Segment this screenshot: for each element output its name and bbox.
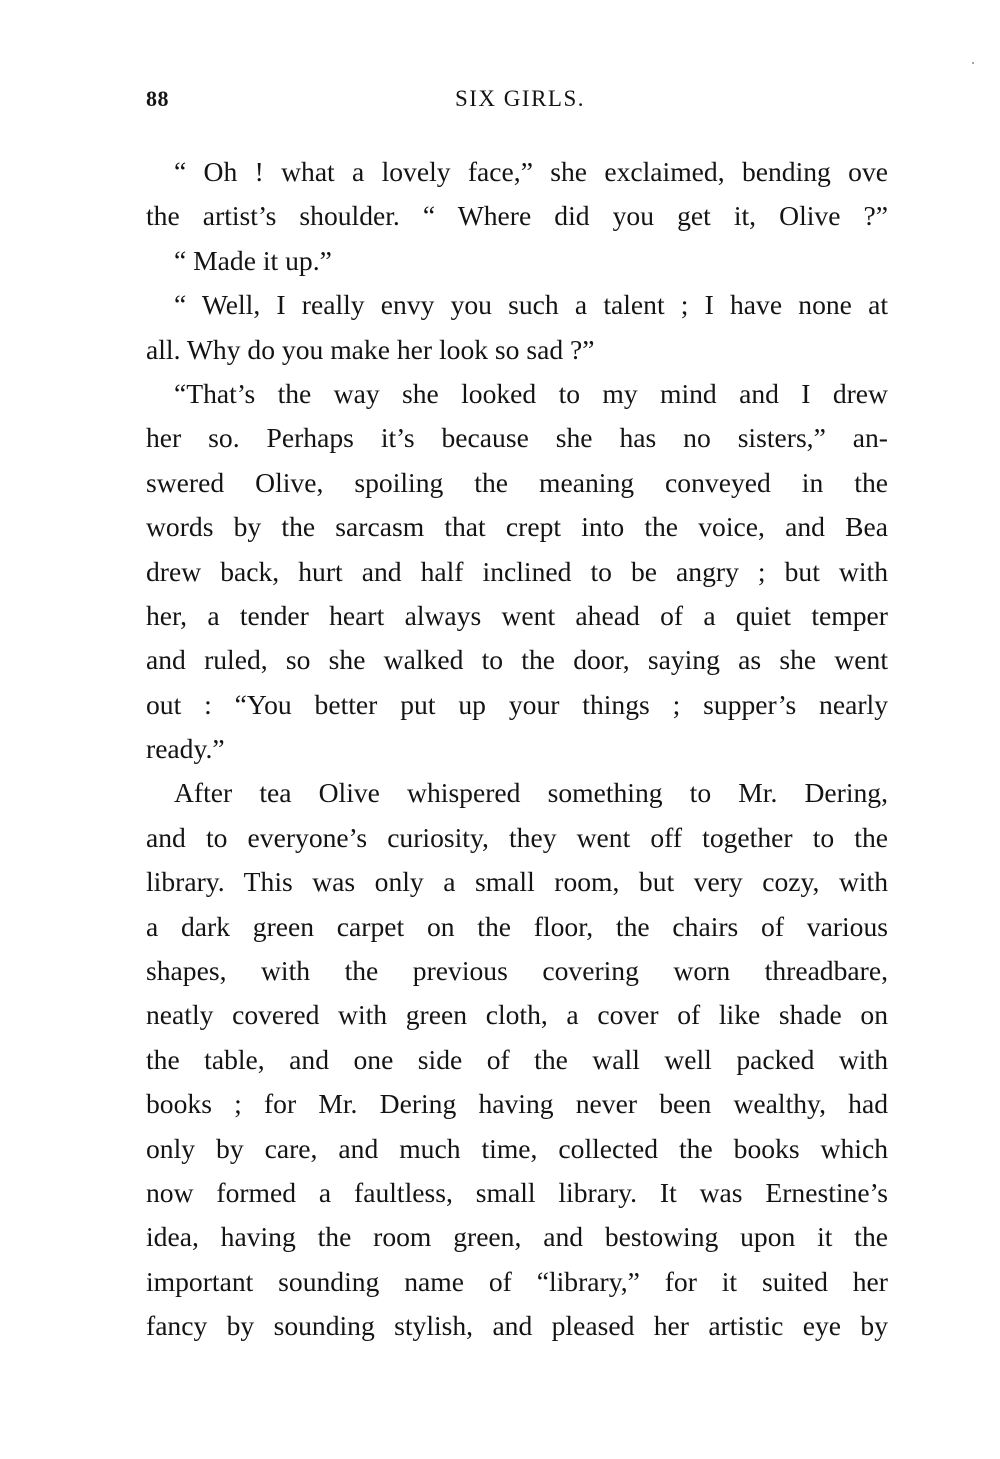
text-line: her so. Perhaps it’s because she has no sisters,” an-	[146, 422, 888, 454]
text-line: drew back, hurt and half inclined to be angry ; but with	[146, 555, 888, 587]
text-line: idea, having the room green, and bestowing upon it the	[146, 1221, 888, 1253]
text-line: library. This was only a small room, but very cozy, with	[146, 866, 888, 898]
text-line: important sounding name of “library,” for it suited her	[146, 1265, 888, 1297]
scan-speck	[972, 62, 974, 64]
text-line: “ Oh ! what a lovely face,” she exclaimed, bending ove	[174, 156, 888, 187]
text-line: neatly covered with green cloth, a cover of like shade on	[146, 999, 888, 1031]
text-line: shapes, with the previous covering worn threadbare,	[146, 955, 888, 987]
text-line: the table, and one side of the wall well packed with	[146, 1043, 888, 1075]
text-line: only by care, and much time, collected the books which	[146, 1132, 888, 1164]
text-line: all. Why do you make her look so sad ?”	[146, 333, 595, 365]
text-line: ready.”	[146, 733, 225, 765]
text-line: out : “You better put up your things ; supper’s nearly	[146, 688, 888, 720]
text-line: and ruled, so she walked to the door, saying as she went	[146, 644, 888, 676]
text-line: her, a tender heart always went ahead of a quiet temper	[146, 599, 888, 631]
text-line: a dark green carpet on the floor, the chairs of various	[146, 910, 888, 942]
body-text	[146, 150, 888, 1349]
text-line: books ; for Mr. Dering having never been wealthy, had	[146, 1088, 888, 1120]
page-number: 88	[146, 86, 169, 111]
text-line: words by the sarcasm that crept into the voice, and Bea	[146, 511, 888, 543]
text-line: the artist’s shoulder. “ Where did you get it, Olive ?”	[146, 200, 888, 232]
text-line: now formed a faultless, small library. It was Ernestine’s	[146, 1176, 888, 1208]
text-line: “ Made it up.”	[174, 244, 332, 276]
text-line: and to everyone’s curiosity, they went off together to the	[146, 821, 888, 853]
running-title: SIX GIRLS.	[454, 86, 585, 111]
running-head	[0, 86, 1000, 126]
text-line: After tea Olive whispered something to Mr. Dering,	[174, 777, 888, 809]
text-line: “That’s the way she looked to my mind and I drew	[174, 377, 888, 409]
text-line: “ Well, I really envy you such a talent ; I have none at	[174, 289, 888, 321]
text-line: swered Olive, spoiling the meaning conveyed in the	[146, 466, 888, 498]
text-line: fancy by sounding stylish, and pleased her artistic eye by	[146, 1310, 888, 1342]
